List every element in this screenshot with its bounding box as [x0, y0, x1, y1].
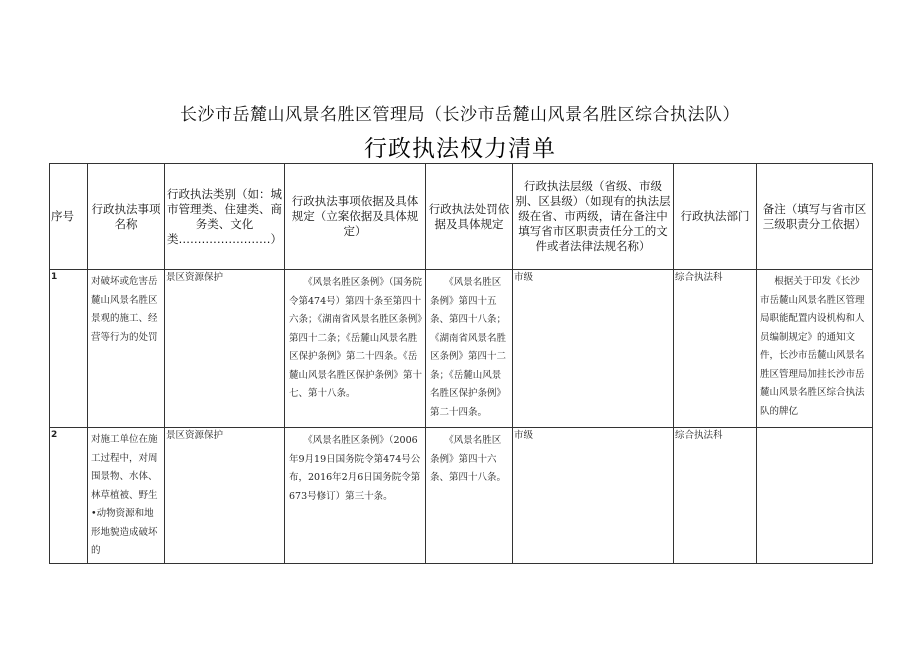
row-penalty-basis: 《风景名胜区条例》第四十五条、第四十八条；《湖南省风景名胜区条例》第四十二条；《岳麓山风景名胜区保护条例》第二十四条。: [430, 277, 507, 418]
header-level: 行政执法层级（省级、市级别、区县级）（如现有的执法层级在省、市两级，请在备注中填写省市区职责责任分工的文件或者法律法规名称）: [513, 164, 674, 270]
row-no: 1: [51, 272, 58, 282]
table-row: [50, 428, 873, 564]
header-category: 行政执法类别（如：城市管理类、住建类、商务类、文化类……………………）: [165, 164, 285, 270]
row-dept: 综合执法科: [675, 272, 723, 283]
row-category: 景区资源保护: [166, 430, 224, 441]
row-dept: 综合执法科: [675, 430, 723, 441]
header-no: 序号: [50, 164, 88, 270]
row-basis: 《风景名胜区条例》（国务院令第474号）第四十条至第四十六条；《湖南省风景名胜区条例》第四十二条；《岳麓山风景名胜区保护条例》第二十四条。《岳麓山风景名胜区保护条例》第十七、第十八条。: [289, 277, 423, 399]
document-subtitle: 长沙市岳麓山风景名胜区管理局（长沙市岳麓山风景名胜区综合执法队）: [180, 105, 740, 125]
row-note: 根据关于印发《长沙市岳麓山风景名胜区管理局职能配置内设机构和人员编制规定》的通知文件，长沙市岳麓山风景名胜区管理局加挂长沙市岳麓山风景名胜区综合执法队的牌亿: [760, 276, 865, 417]
row-item-name: 对破坏或危害岳麓山风景名胜区景观的施工、经营等行为的处罚: [91, 276, 158, 343]
header-dept: 行政执法部门: [674, 164, 757, 270]
power-list-table: [49, 163, 873, 564]
table-row: [50, 270, 873, 428]
row-basis: 《风景名胜区条例》（2006年9月19日国务院令第474号公布，2016年2月6日国务院令第673号修订）第三十条。: [289, 435, 421, 502]
row-item-name: 对施工单位在施工过程中，对周围景物、水体、林草植被、野生•动物资源和地形地貌造成破坏的: [91, 434, 158, 556]
row-no: 2: [51, 430, 58, 440]
row-penalty-basis: 《风景名胜区条例》第四十六条、第四十八条。: [430, 435, 507, 483]
row-level: 市级: [514, 430, 534, 441]
table-header-row: [50, 164, 873, 270]
row-note: [757, 428, 872, 433]
row-level: 市级: [514, 272, 534, 283]
header-penalty-basis: 行政执法处罚依据及具体规定: [426, 164, 513, 270]
row-category: 景区资源保护: [166, 272, 224, 283]
header-basis: 行政执法事项依据及具体规定（立案依据及具体规定）: [285, 164, 426, 270]
document-title: 行政执法权力清单: [364, 136, 556, 162]
header-item: 行政执法事项名称: [88, 164, 165, 270]
header-note: 备注（填写与省市区三级职责分工依据）: [757, 164, 873, 270]
